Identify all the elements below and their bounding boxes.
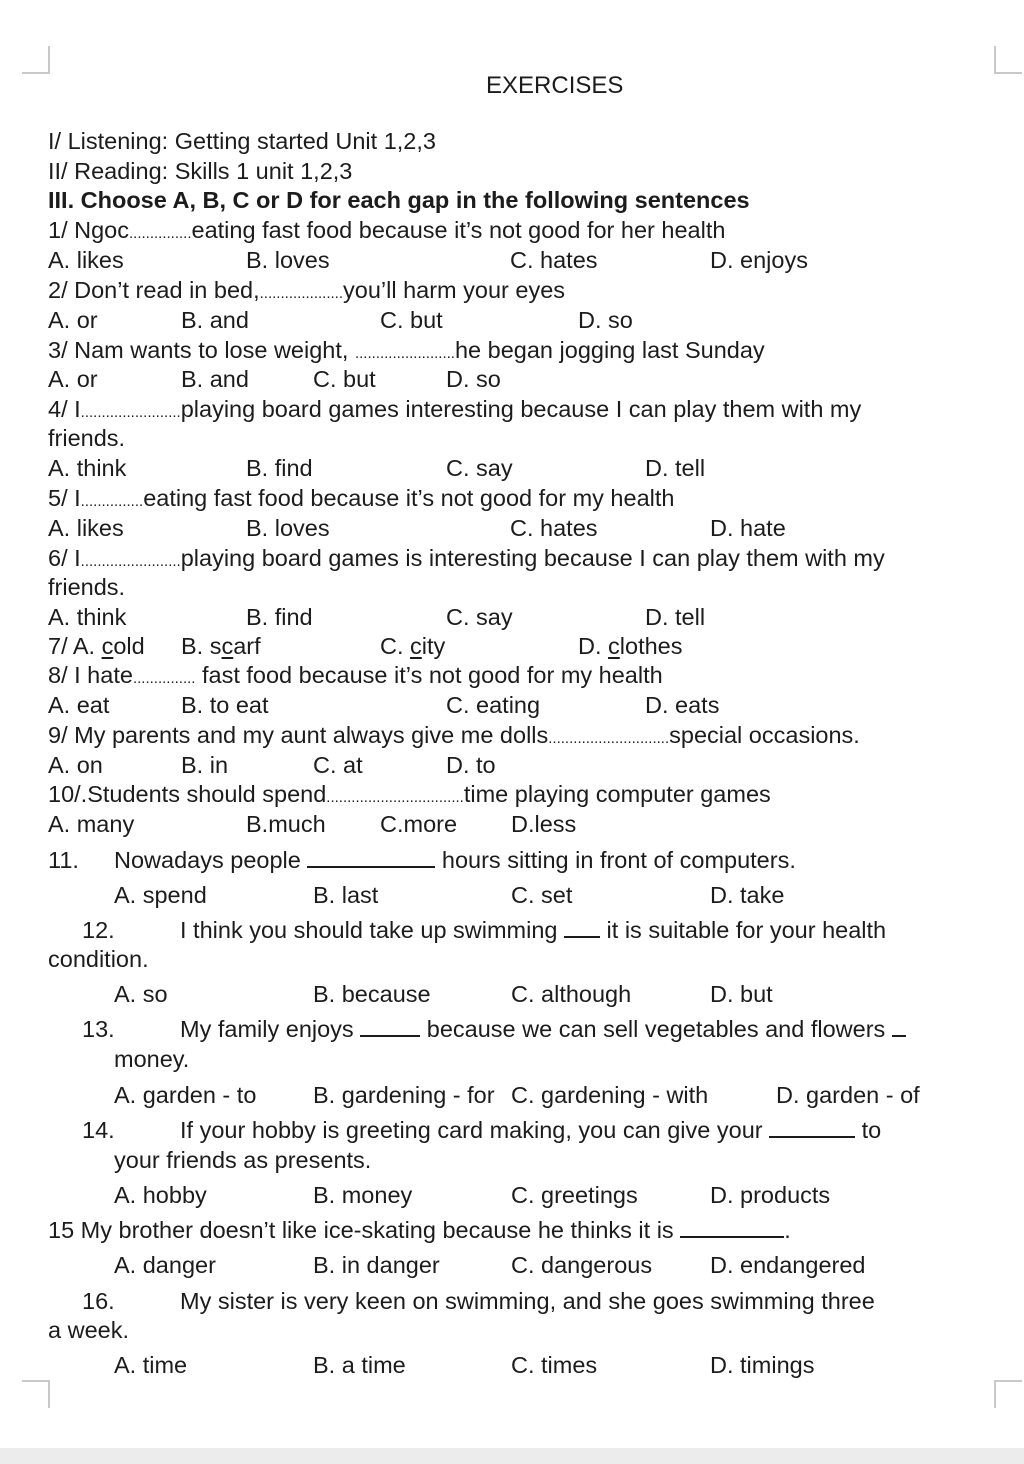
q10-option-a: A. many bbox=[48, 811, 135, 837]
question-6-end: playing board games is interesting because I can play them with my bbox=[180, 545, 885, 571]
q7-b-end: arf bbox=[233, 633, 261, 659]
question-12 bbox=[180, 916, 886, 944]
question-16-continued: a week. bbox=[48, 1317, 129, 1343]
question-9-end: special occasions. bbox=[669, 722, 860, 748]
question-4-start: 4/ I bbox=[48, 396, 81, 422]
question-11 bbox=[114, 846, 796, 874]
q9-option-a: A. on bbox=[48, 752, 103, 778]
q12-option-a: A. so bbox=[114, 981, 168, 1007]
question-3 bbox=[48, 336, 765, 368]
q7-b-start: B. s bbox=[181, 633, 222, 659]
question-3-start: 3/ Nam wants to lose weight, bbox=[48, 337, 355, 363]
question-10-gap: ................................. bbox=[326, 789, 464, 806]
q5-option-b: B. loves bbox=[246, 515, 330, 541]
q5-option-c: C. hates bbox=[510, 515, 598, 541]
question-1-start: 1/ Ngoc bbox=[48, 217, 129, 243]
q5-option-d: D. hate bbox=[710, 515, 786, 541]
question-3-gap: ........................ bbox=[354, 345, 455, 362]
q6-option-c: C. say bbox=[446, 604, 513, 630]
question-11-end: hours sitting in front of computers. bbox=[435, 847, 796, 873]
q12-option-b: B. because bbox=[313, 981, 431, 1007]
question-12-blank bbox=[564, 916, 600, 938]
question-12-continued: condition. bbox=[48, 946, 149, 972]
q5-option-a: A. likes bbox=[48, 515, 124, 541]
q7-b-underlined-letter: c bbox=[221, 633, 234, 659]
q6-option-b: B. find bbox=[246, 604, 313, 630]
question-1 bbox=[48, 216, 725, 248]
question-6 bbox=[48, 544, 885, 576]
q2-option-a: A. or bbox=[48, 307, 98, 333]
question-13-blank-1 bbox=[360, 1015, 420, 1037]
question-11-start: Nowadays people bbox=[114, 847, 308, 873]
q11-option-a: A. spend bbox=[114, 882, 207, 908]
q7-option-d bbox=[578, 632, 683, 660]
question-13-blank-2 bbox=[892, 1015, 906, 1037]
question-5-end: eating fast food because it’s not good for my health bbox=[143, 485, 675, 511]
question-8 bbox=[48, 661, 663, 693]
q1-option-d: D. enjoys bbox=[710, 247, 808, 273]
q7-d-start: D. bbox=[578, 633, 609, 659]
q11-option-b: B. last bbox=[313, 882, 379, 908]
q13-option-c: C. gardening - with bbox=[511, 1082, 709, 1108]
question-12-end: it is suitable for your health bbox=[600, 917, 887, 943]
crop-mark-top-left bbox=[22, 46, 50, 74]
q15-option-d: D. endangered bbox=[710, 1252, 866, 1278]
q15-option-b: B. in danger bbox=[313, 1252, 440, 1278]
q9-option-d: D. to bbox=[446, 752, 496, 778]
question-13-number: 13. bbox=[82, 1016, 115, 1042]
q3-option-d: D. so bbox=[446, 366, 501, 392]
page-bottom-edge bbox=[0, 1448, 1024, 1464]
q3-option-b: B. and bbox=[181, 366, 249, 392]
question-12-start: I think you should take up swimming bbox=[180, 917, 565, 943]
q2-option-c: C. but bbox=[380, 307, 443, 333]
q8-option-d: D. eats bbox=[645, 692, 720, 718]
q7-a-start: 7/ A. bbox=[48, 633, 102, 659]
q16-option-d: D. timings bbox=[710, 1352, 815, 1378]
question-8-start: 8/ I hate bbox=[48, 662, 133, 688]
question-14 bbox=[180, 1116, 881, 1144]
question-15-end: . bbox=[784, 1217, 791, 1243]
q8-option-a: A. eat bbox=[48, 692, 110, 718]
q7-option-c bbox=[380, 632, 445, 660]
question-2-end: you’ll harm your eyes bbox=[343, 277, 566, 303]
question-13-start: My family enjoys bbox=[180, 1016, 361, 1042]
q4-option-c: C. say bbox=[446, 455, 513, 481]
q1-option-b: B. loves bbox=[246, 247, 330, 273]
q7-a-end: old bbox=[113, 633, 145, 659]
q7-a-underlined-letter: c bbox=[101, 633, 114, 659]
q7-option-a bbox=[48, 632, 145, 660]
q15-option-c: C. dangerous bbox=[511, 1252, 653, 1278]
question-3-end: he began jogging last Sunday bbox=[454, 337, 765, 363]
q7-d-underlined-letter: c bbox=[608, 633, 620, 659]
question-14-continued: your friends as presents. bbox=[114, 1147, 372, 1173]
question-13 bbox=[180, 1015, 906, 1043]
q4-option-d: D. tell bbox=[645, 455, 706, 481]
q14-option-c: C. greetings bbox=[511, 1182, 638, 1208]
q14-option-b: B. money bbox=[313, 1182, 413, 1208]
q7-c-start: C. bbox=[380, 633, 411, 659]
q7-option-b bbox=[181, 632, 261, 660]
question-6-start: 6/ I bbox=[48, 545, 81, 571]
question-4-gap: ........................ bbox=[80, 404, 181, 421]
q10-option-d: D.less bbox=[511, 811, 577, 837]
question-10 bbox=[48, 780, 771, 812]
q6-option-a: A. think bbox=[48, 604, 127, 630]
question-16: My sister is very keen on swimming, and she goes swimming three bbox=[180, 1288, 875, 1314]
q10-option-c: C.more bbox=[380, 811, 458, 837]
q13-option-b: B. gardening - for bbox=[313, 1082, 495, 1108]
crop-mark-top-right bbox=[994, 46, 1022, 74]
question-6-gap: ........................ bbox=[80, 553, 181, 570]
section-reading: II/ Reading: Skills 1 unit 1,2,3 bbox=[48, 158, 353, 184]
q9-option-c: C. at bbox=[313, 752, 363, 778]
q9-option-b: B. in bbox=[181, 752, 229, 778]
q6-option-d: D. tell bbox=[645, 604, 706, 630]
question-14-blank bbox=[769, 1116, 855, 1138]
q13-option-a: A. garden - to bbox=[114, 1082, 257, 1108]
q16-option-b: B. a time bbox=[313, 1352, 406, 1378]
q11-option-c: C. set bbox=[511, 882, 573, 908]
question-6-continued: friends. bbox=[48, 574, 126, 600]
question-5 bbox=[48, 484, 674, 516]
crop-mark-bottom-right bbox=[994, 1380, 1022, 1408]
question-11-blank bbox=[307, 846, 435, 868]
q2-option-b: B. and bbox=[181, 307, 249, 333]
section-choose: III. Choose A, B, C or D for each gap in the following sentences bbox=[48, 187, 750, 213]
q8-option-c: C. eating bbox=[446, 692, 541, 718]
section-listening: I/ Listening: Getting started Unit 1,2,3 bbox=[48, 128, 436, 154]
question-2-start: 2/ Don’t read in bed, bbox=[48, 277, 260, 303]
q14-option-a: A. hobby bbox=[114, 1182, 207, 1208]
q12-option-c: C. although bbox=[511, 981, 632, 1007]
q1-option-c: C. hates bbox=[510, 247, 598, 273]
q3-option-a: A. or bbox=[48, 366, 98, 392]
q4-option-a: A. think bbox=[48, 455, 127, 481]
question-8-end: fast food because it’s not good for my health bbox=[195, 662, 663, 688]
q16-option-c: C. times bbox=[511, 1352, 598, 1378]
q7-c-end: ity bbox=[421, 633, 446, 659]
question-4 bbox=[48, 395, 861, 427]
question-13-middle: because we can sell vegetables and flowers bbox=[420, 1016, 892, 1042]
question-15-start: 15 My brother doesn’t like ice-skating because he thinks it is bbox=[48, 1217, 681, 1243]
q13-option-d: D. garden - of bbox=[776, 1082, 920, 1108]
question-14-end: to bbox=[855, 1117, 882, 1143]
question-13-continued: money. bbox=[114, 1046, 190, 1072]
q15-option-a: A. danger bbox=[114, 1252, 216, 1278]
q12-option-d: D. but bbox=[710, 981, 773, 1007]
question-9-start: 9/ My parents and my aunt always give me dolls bbox=[48, 722, 549, 748]
question-9-gap: ............................. bbox=[548, 730, 670, 747]
question-16-number: 16. bbox=[82, 1288, 115, 1314]
question-14-start: If your hobby is greeting card making, you can give your bbox=[180, 1117, 770, 1143]
question-15 bbox=[48, 1216, 791, 1244]
question-5-start: 5/ I bbox=[48, 485, 81, 511]
q7-c-underlined-letter: c bbox=[410, 633, 422, 659]
question-14-number: 14. bbox=[82, 1117, 115, 1143]
question-4-end: playing board games interesting because I can play them with my bbox=[180, 396, 862, 422]
q1-option-a: A. likes bbox=[48, 247, 124, 273]
question-12-number: 12. bbox=[82, 917, 115, 943]
question-1-gap: ............... bbox=[129, 225, 192, 242]
question-4-continued: friends. bbox=[48, 425, 126, 451]
q16-option-a: A. time bbox=[114, 1352, 188, 1378]
question-15-blank bbox=[680, 1216, 784, 1238]
q8-option-b: B. to eat bbox=[181, 692, 269, 718]
question-5-gap: ............... bbox=[80, 493, 144, 510]
question-1-end: eating fast food because it’s not good for her health bbox=[191, 217, 726, 243]
q7-d-end: lothes bbox=[619, 633, 683, 659]
question-2-gap: .................... bbox=[259, 285, 343, 302]
question-11-number: 11. bbox=[48, 847, 79, 873]
crop-mark-bottom-left bbox=[22, 1380, 50, 1408]
question-10-end: time playing computer games bbox=[463, 781, 771, 807]
question-9 bbox=[48, 721, 860, 753]
q10-option-b: B.much bbox=[246, 811, 326, 837]
q11-option-d: D. take bbox=[710, 882, 785, 908]
question-2 bbox=[48, 276, 565, 308]
q3-option-c: C. but bbox=[313, 366, 376, 392]
page-title: EXERCISES bbox=[486, 72, 624, 99]
q2-option-d: D. so bbox=[578, 307, 633, 333]
question-10-start: 10/.Students should spend bbox=[48, 781, 327, 807]
q14-option-d: D. products bbox=[710, 1182, 831, 1208]
question-8-gap: ............... bbox=[132, 670, 196, 687]
q4-option-b: B. find bbox=[246, 455, 313, 481]
